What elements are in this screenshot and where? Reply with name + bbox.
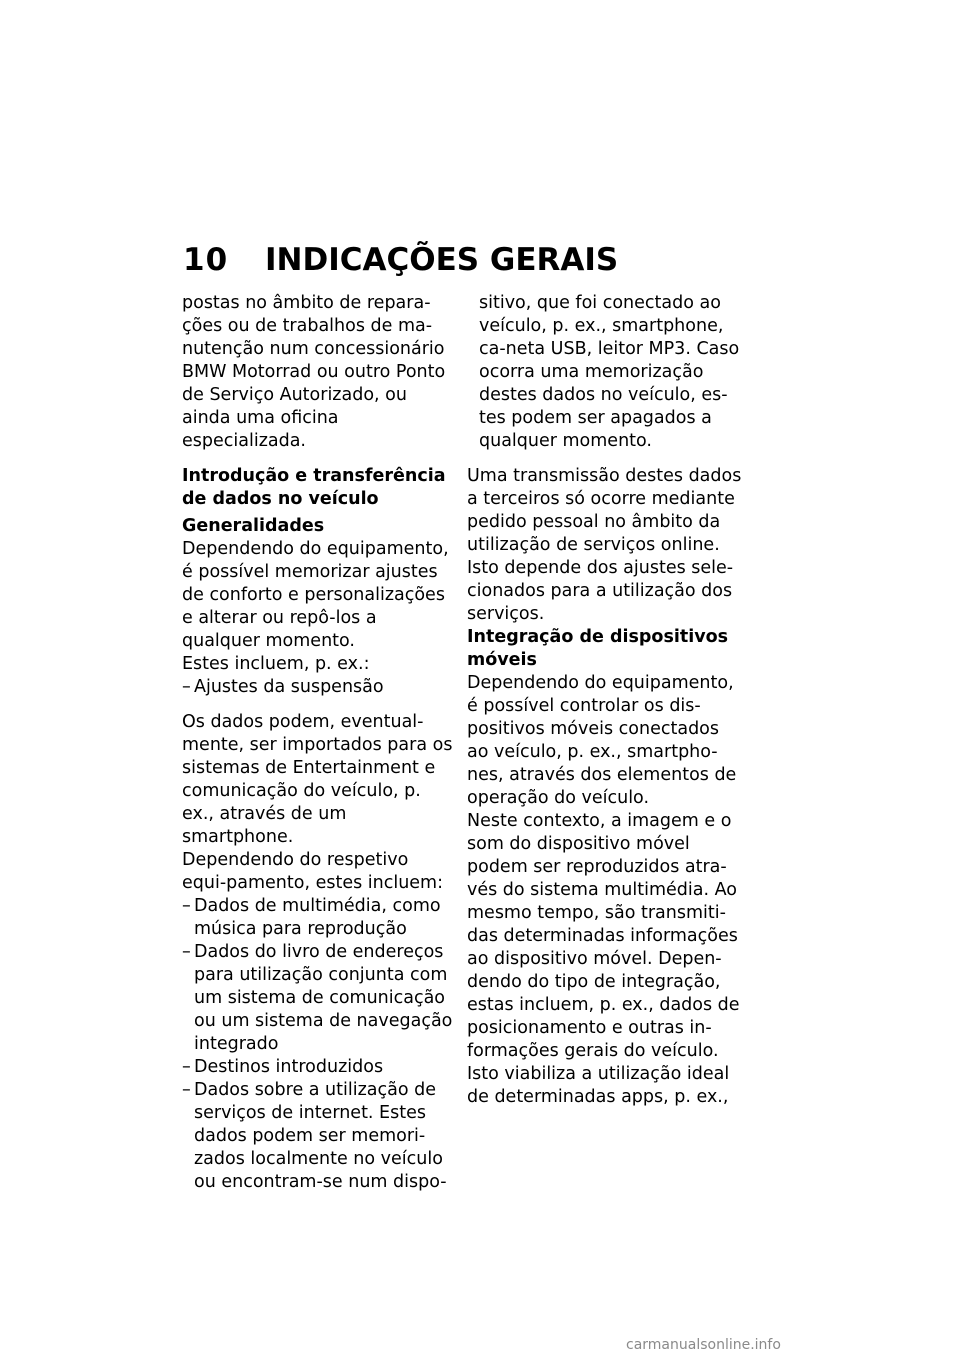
right-column: [467, 292, 743, 1109]
paragraph: Neste contexto, a imagem e o som do dispositivo móvel podem ser reproduzidos atra-vés do sistema multimédia. Ao mesmo tempo, são transmiti-das determinadas informações ao dispositivo móvel. Depen-dendo do tipo de integração, estas incluem, p. ex., dados de posicionamento e outras in-formações gerais do veículo.: [467, 811, 740, 1061]
bullet-list: [182, 676, 454, 699]
left-column: [182, 292, 454, 1194]
section-heading: Introdução e transferência de dados no veículo: [182, 466, 446, 509]
dash-marker: –: [182, 1057, 191, 1077]
paragraph: Uma transmissão destes dados a terceiros só ocorre mediante pedido pessoal no âmbito da utilização de serviços online. Isto depende dos ajustes sele-cionados para a utilização dos serviços.: [467, 466, 742, 624]
paragraph: Dependendo do equipamento, é possível memorizar ajustes de conforto e personalizações e alterar ou repô-los a qualquer momento.: [182, 539, 449, 651]
section-heading: Integração de dispositivos móveis: [467, 627, 729, 670]
paragraph: Os dados podem, eventual-mente, ser importados para os sistemas de Entertainment e comunicação do veículo, p. ex., através de um smartphone.: [182, 712, 453, 847]
watermark: carmanualsonline.info: [626, 1337, 781, 1353]
list-item: – Dados do livro de endereços para utilização conjunta com um sistema de comunicação ou um sistema de navegação integrado: [182, 942, 453, 1054]
chapter-header: [183, 240, 618, 280]
dash-marker: –: [182, 942, 191, 962]
list-item: – Dados de multimédia, como música para reprodução: [182, 896, 441, 939]
dash-marker: –: [182, 1080, 191, 1100]
chapter-number: 10: [183, 242, 229, 278]
chapter-title: INDICAÇÕES GERAIS: [265, 242, 619, 278]
paragraph: Estes incluem, p. ex.:: [182, 654, 370, 674]
paragraph: Dependendo do equipamento, é possível controlar os dis-positivos móveis conectados ao veículo, p. ex., smartpho-nes, através dos elementos de operação do veículo.: [467, 673, 737, 808]
subsection-heading: Generalidades: [182, 516, 325, 536]
list-item: – Ajustes da suspensão: [182, 677, 384, 697]
list-item: – Dados sobre a utilização de serviços de internet. Estes dados podem ser memori-zados localmente no veículo ou encontram-se num dispo-: [182, 1080, 447, 1192]
paragraph: Isto viabiliza a utilização ideal de determinadas apps, p. ex.,: [467, 1064, 730, 1107]
list-item: – Destinos introduzidos: [182, 1057, 384, 1077]
dash-marker: –: [182, 677, 191, 697]
list-item-continuation: sitivo, que foi conectado ao veículo, p. ex., smartphone, ca-neta USB, leitor MP3. Caso ocorra uma memorização destes dados no veículo, es-tes podem ser apagados a qualquer momento.: [479, 293, 740, 451]
dash-marker: –: [182, 896, 191, 916]
continuation-paragraph: postas no âmbito de repara-ções ou de trabalhos de ma-nutenção num concessionário BMW Motorrad ou outro Ponto de Serviço Autorizado, ou ainda uma oficina especializada.: [182, 293, 446, 451]
bullet-list: [182, 895, 454, 1194]
paragraph: Dependendo do respetivo equi-pamento, estes incluem:: [182, 850, 444, 893]
